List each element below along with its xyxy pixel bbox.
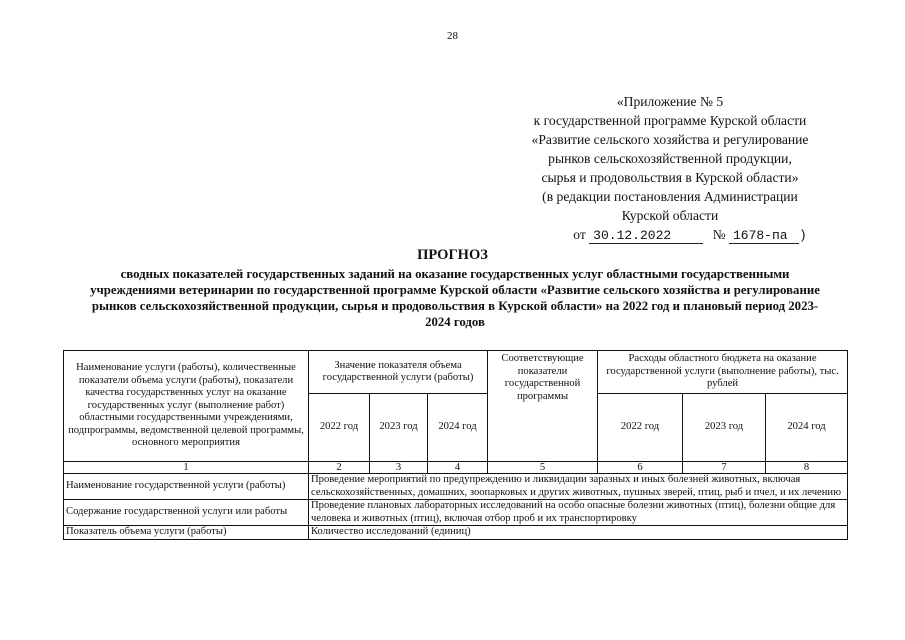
from-label: от — [573, 227, 586, 242]
appendix-line: к государственной программе Курской области — [533, 113, 807, 128]
appendix-block — [505, 92, 835, 245]
appendix-line: Курской области — [621, 208, 719, 223]
resolution-number: 1678-па — [729, 228, 799, 244]
header-expenses: Расходы областного бюджета на оказание государственной услуги (выполнение работы), тыс. рублей — [598, 351, 848, 394]
forecast-table — [63, 350, 848, 540]
header-program-indicators: Соответствующие показатели государственной программы — [488, 351, 598, 462]
header-year-expenses: 2024 год — [766, 394, 848, 462]
closing-paren: ) — [798, 228, 807, 243]
header-year-volume: 2023 год — [370, 394, 428, 462]
column-number: 5 — [488, 462, 598, 474]
appendix-line: «Развитие сельского хозяйства и регулирование — [531, 132, 809, 147]
header-service-name: Наименование услуги (работы), количественные показатели объема услуги (работы), показатели качества государственных услуг на оказание государственных услуг (выполнение работ) областными государственными учреждениями, подпрограммы, ведомственной целевой программы, основного мероприятия — [64, 351, 309, 462]
header-year-volume: 2022 год — [309, 394, 370, 462]
header-volume: Значение показателя объема государственной услуги (работы) — [309, 351, 488, 394]
row-value: Количество исследований (единиц) — [309, 526, 848, 540]
resolution-date: 30.12.2022 — [589, 228, 703, 244]
appendix-line: «Приложение № 5 — [616, 94, 724, 109]
appendix-line: сырья и продовольствия в Курской области» — [541, 170, 799, 185]
table-row — [64, 500, 848, 526]
column-number: 4 — [428, 462, 488, 474]
table-row — [64, 474, 848, 500]
row-label: Показатель объема услуги (работы) — [64, 526, 309, 540]
table-column-numbers-row — [64, 462, 848, 474]
header-year-volume: 2024 год — [428, 394, 488, 462]
row-value: Проведение мероприятий по предупреждению и ликвидации заразных и иных болезней животных, включая сельскохозяйственных, домашних, зоопарковых и других животных, пушных зверей, птиц, рыб и пчел, и их лечению — [309, 474, 848, 500]
appendix-line: (в редакции постановления Администрации — [542, 189, 798, 204]
column-number: 6 — [598, 462, 683, 474]
appendix-line: рынков сельскохозяйственной продукции, — [548, 151, 792, 166]
document-subtitle: сводных показателей государственных заданий на оказание государственных услуг областными государственными учреждениями ветеринарии по государственной программе Курской области «Развитие сельского хозяйства и регулирование рынков сельскохозяйственной продукции, сырья и продовольствия в Курской области» на 2022 год и плановый период 2023-2024 годов — [90, 267, 820, 329]
column-number: 1 — [64, 462, 309, 474]
page-number: 28 — [447, 30, 458, 42]
row-label: Наименование государственной услуги (работы) — [64, 474, 309, 500]
header-year-expenses: 2022 год — [598, 394, 683, 462]
number-label: № — [712, 227, 726, 242]
column-number: 3 — [370, 462, 428, 474]
document-title: ПРОГНОЗ — [417, 247, 488, 263]
table-header-row — [64, 351, 848, 394]
column-number: 2 — [309, 462, 370, 474]
table-row — [64, 526, 848, 540]
row-label: Содержание государственной услуги или работы — [64, 500, 309, 526]
header-year-expenses: 2023 год — [683, 394, 766, 462]
column-number: 8 — [766, 462, 848, 474]
column-number: 7 — [683, 462, 766, 474]
appendix-date-line — [505, 225, 835, 245]
row-value: Проведение плановых лабораторных исследований на особо опасные болезни животных (птиц), болезни общие для человека и животных (птиц), включая отбор проб и их транспортировку — [309, 500, 848, 526]
